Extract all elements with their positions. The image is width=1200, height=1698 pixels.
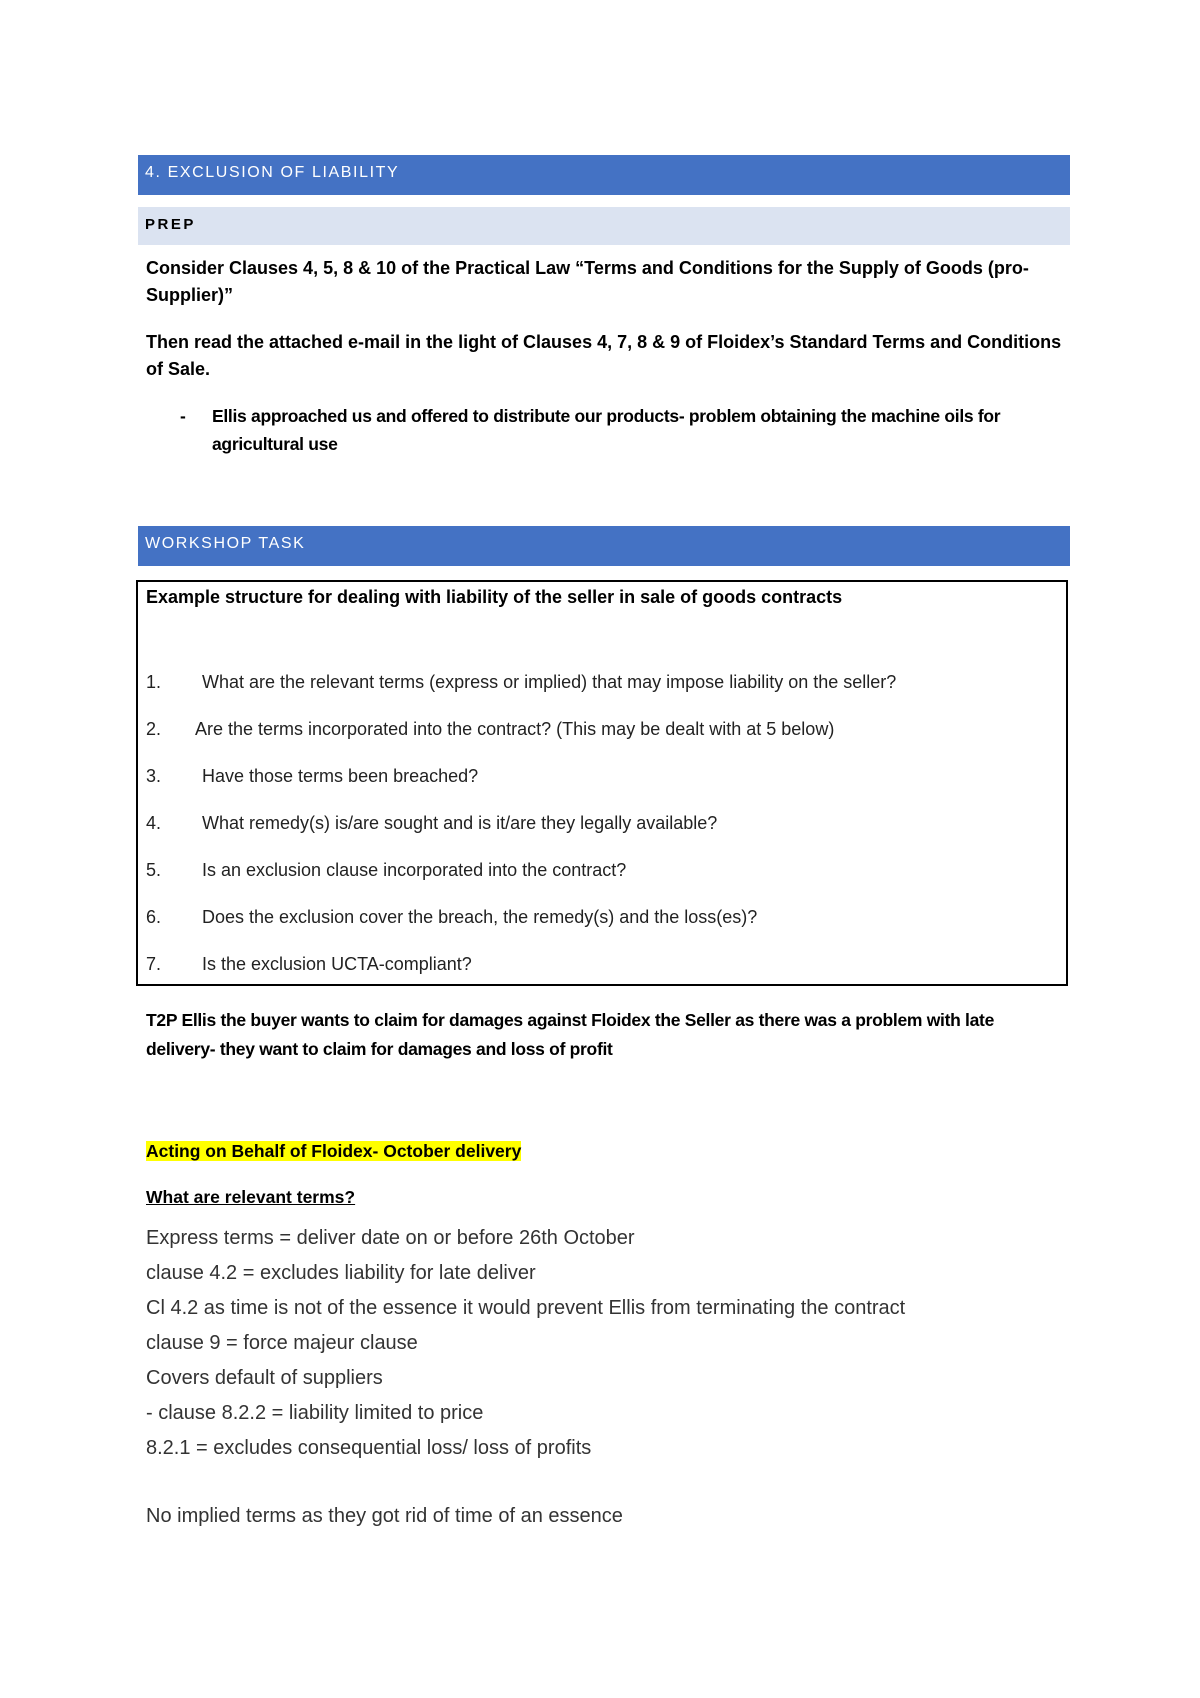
bullet-marker: - [180,406,186,426]
relevant-terms-heading: What are relevant terms? [146,1187,356,1207]
note-line: Covers default of suppliers [146,1367,383,1389]
note-line: 8.2.1 = excludes consequential loss/ loss of profits [146,1437,592,1459]
task-item-text: Have those terms been breached? [202,766,479,786]
note-line: Cl 4.2 as time is not of the essence it would prevent Ellis from terminating the contract [146,1297,906,1319]
notes-list [146,1221,1070,1534]
document-page [138,155,1070,1534]
task-item [146,810,1058,857]
acting-on-behalf-heading [146,1138,1070,1165]
task-item-text: What remedy(s) is/are sought and is it/are they legally available? [202,813,718,833]
note-line: clause 9 = force majeur clause [146,1332,418,1354]
workshop-task-box [136,580,1068,986]
task-item-number: 6. [146,907,162,927]
final-note: No implied terms as they got rid of time of an essence [146,1505,623,1527]
task-item-number: 5. [146,860,162,880]
task-item [146,904,1058,951]
task-item-text: Does the exclusion cover the breach, the remedy(s) and the loss(es)? [202,907,758,927]
task-item-number: 1. [146,672,162,692]
prep-bullet-item [138,402,1070,458]
task-item-number: 7. [146,954,162,974]
task-item [146,951,1058,986]
task-item-text: Is the exclusion UCTA-compliant? [202,954,472,974]
task-item-number: 4. [146,813,162,833]
prep-paragraph-clauses: Consider Clauses 4, 5, 8 & 10 of the Practical Law “Terms and Conditions for the Supply of Goods (pro-Supplier)” [146,258,1029,305]
task-item-number: 3. [146,766,162,786]
note-line: clause 4.2 = excludes liability for late deliver [146,1262,536,1284]
task-item-number: 2. [146,719,162,739]
prep-paragraph-email: Then read the attached e-mail in the light of Clauses 4, 7, 8 & 9 of Floidex’s Standard Terms and Conditions of Sale. [146,332,1062,379]
t2p-paragraph: T2P Ellis the buyer wants to claim for damages against Floidex the Seller as there was a problem with late delivery- they want to claim for damages and loss of profit [146,1010,995,1059]
task-item [146,716,1058,763]
section-header-exclusion-of-liability: 4. EXCLUSION OF LIABILITY [138,155,1070,195]
task-item [146,857,1058,904]
task-item-text: Are the terms incorporated into the contract? (This may be dealt with at 5 below) [195,719,835,739]
task-item [146,763,1058,810]
task-item [146,669,1058,716]
note-line: Express terms = deliver date on or before 26th October [146,1227,635,1249]
note-line: - clause 8.2.2 = liability limited to price [146,1402,484,1424]
task-box-heading: Example structure for dealing with liability of the seller in sale of goods contracts [146,587,843,607]
subheader-prep: PREP [138,207,1070,245]
task-item-text: What are the relevant terms (express or implied) that may impose liability on the seller? [202,672,897,692]
section-header-workshop-task: WORKSHOP TASK [138,526,1070,566]
bullet-text: Ellis approached us and offered to distribute our products- problem obtaining the machine oils for agricultural use [212,406,1001,454]
task-item-text: Is an exclusion clause incorporated into the contract? [202,860,627,880]
highlighted-text: Acting on Behalf of Floidex- October delivery [146,1141,522,1161]
